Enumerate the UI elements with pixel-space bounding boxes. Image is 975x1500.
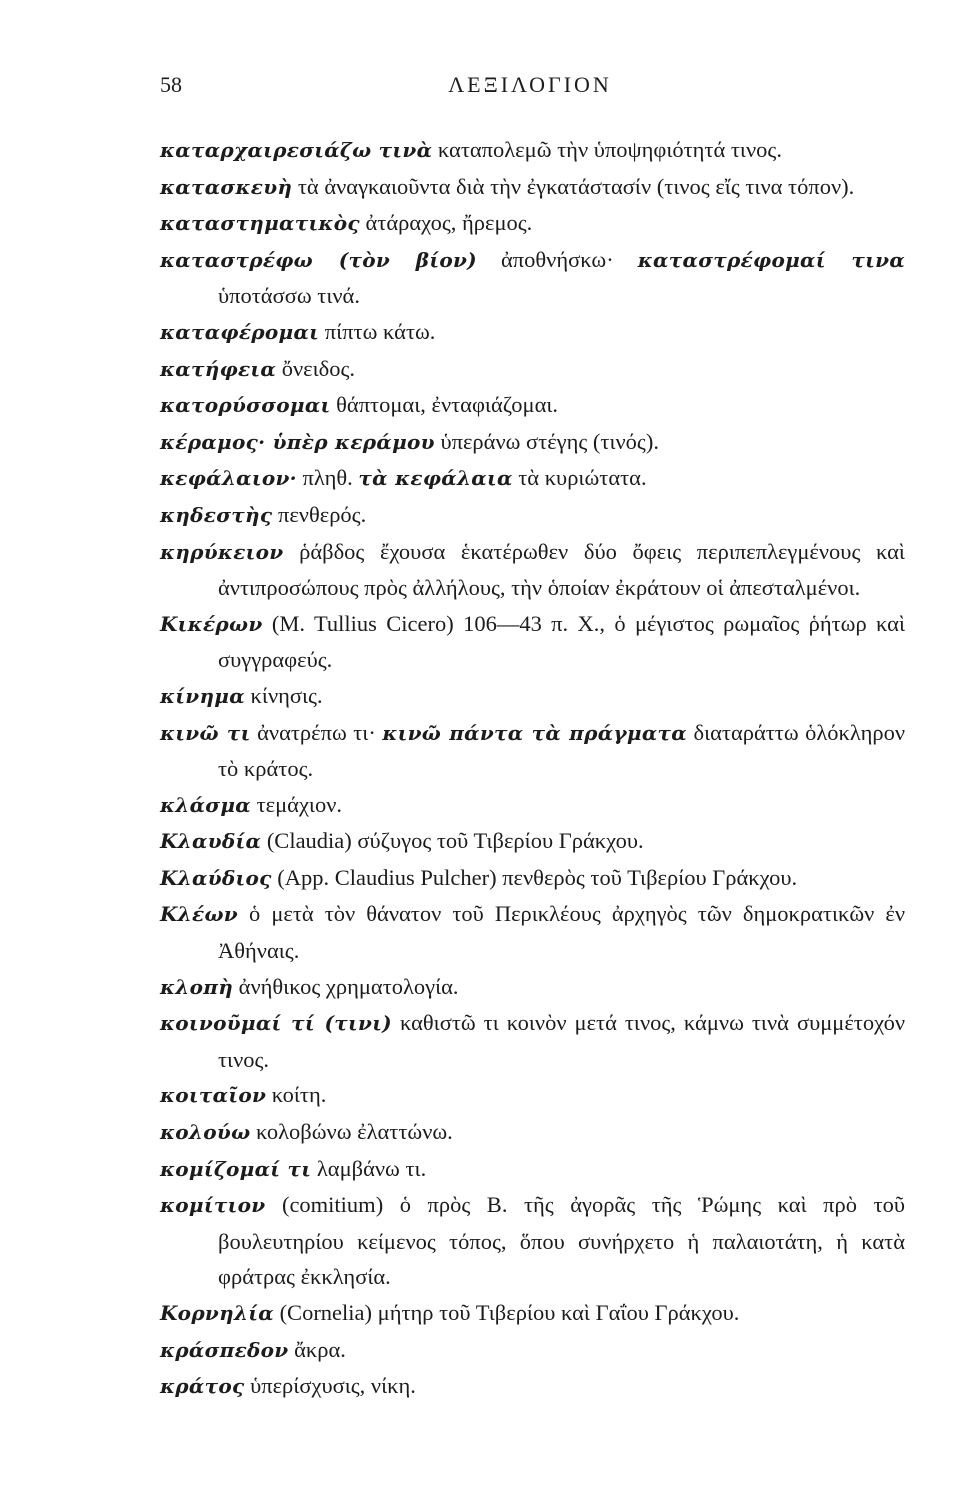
entry-definition: ῥάβδος ἔχουσα ἑκατέρωθεν δύο ὄφεις περιπεπλεγμένους καὶ ἀντιπροσώπους πρὸς ἀλλήλους, τὴν ὁποίαν ἐκράτουν οἱ ἀπεσταλμένοι. [218, 538, 905, 601]
glossary-entry [160, 1295, 905, 1332]
entry-definition: ἀτάραχος, ἤρεμος. [365, 210, 533, 236]
glossary-entry [160, 169, 905, 206]
page-number: 58 [160, 72, 182, 97]
glossary-entry [160, 787, 905, 824]
glossary-entry [160, 1077, 905, 1114]
glossary-entry [160, 606, 905, 678]
entry-definition: λαμβάνω τι. [316, 1155, 427, 1181]
entry-headword: κέραμος· ὑπὲρ κεράμου [160, 429, 435, 454]
entry-definition: πίπτω κάτω. [324, 318, 436, 344]
entry-definition: ὁ μετὰ τὸν θάνατον τοῦ Περικλέους ἀρχηγὸς τῶν δημοκρατικῶν ἐν Ἀθήναις. [218, 901, 905, 964]
entry-headword: κινῶ τι [160, 720, 251, 745]
glossary-entry [160, 1151, 905, 1188]
page-header [160, 72, 900, 108]
glossary-entry [160, 1332, 905, 1369]
entry-definition: ὑπεράνω στέγης (τινός). [440, 428, 659, 454]
entry-subdefinition: τὰ κυριώτατα. [518, 465, 647, 491]
entry-headword: καταστρέφω (τὸν βίον) [160, 247, 477, 272]
entry-headword: κλάσμα [160, 792, 251, 817]
entry-definition: ἀποθνήσκω· [501, 246, 614, 272]
entry-definition: ὑπερίσχυσις, νίκη. [250, 1373, 416, 1399]
glossary-entry [160, 534, 905, 606]
entry-headword: κομίτιον [160, 1193, 266, 1218]
entry-headword: κατήφεια [160, 356, 277, 381]
entry-headword: Κορνηλία [160, 1301, 274, 1325]
entry-headword: καταρχαιρεσιάζω τινὰ [160, 138, 433, 162]
entry-definition: (Claudia) σύζυγος τοῦ Τιβερίου Γράκχου. [266, 828, 644, 854]
entry-headword: κηδεστὴς [160, 502, 273, 527]
entry-definition: ἀνατρέπω τι· [257, 719, 376, 745]
entry-subheadword: κινῶ πάντα τὰ πράγματα [382, 720, 687, 745]
entry-headword: κατασκευὴ [160, 174, 293, 199]
entry-headword: Κλαύδιος [160, 865, 272, 890]
glossary-entry [160, 314, 905, 351]
glossary-entry [160, 460, 905, 497]
glossary-entry [160, 823, 905, 860]
entry-definition: κίνησις. [250, 682, 323, 708]
entry-definition: ἀνήθικος χρηματολογία. [238, 973, 459, 999]
entry-definition: τὰ ἀναγκαιοῦντα διὰ τὴν ἐγκατάστασίν (τινος εἴς τινα τόπον). [297, 173, 855, 199]
entry-headword: κράσπεδον [160, 1337, 289, 1362]
entry-definition: ἄκρα. [294, 1336, 346, 1362]
entry-headword: κηρύκειον [160, 539, 284, 564]
glossary-entry [160, 242, 905, 314]
glossary-entry [160, 678, 905, 715]
glossary-entry [160, 860, 905, 897]
entry-definition: τεμάχιον. [256, 791, 343, 817]
glossary-entry [160, 896, 905, 968]
glossary-entry [160, 132, 905, 169]
glossary-entry [160, 497, 905, 534]
entry-headword: κίνημα [160, 683, 245, 708]
entry-headword: καταφέρομαι [160, 319, 320, 344]
entry-subdefinition: ὑποτάσσω τινά. [218, 283, 360, 309]
entry-headword: κοινοῦμαί τί (τινι) [160, 1011, 392, 1036]
glossary-entry [160, 424, 905, 461]
glossary-entry [160, 715, 905, 787]
entry-subdefinition: διαταράττω ὁλόκληρον τὸ κράτος. [218, 719, 906, 782]
entry-headword: κλοπὴ [160, 974, 234, 999]
entry-definition: θάπτομαι, ἐνταφιάζομαι. [336, 392, 559, 418]
entry-headword: κοιταῖον [160, 1083, 267, 1108]
entry-headword: κράτος [160, 1374, 245, 1399]
entry-definition: (comitium) ὁ πρὸς Β. τῆς ἀγορᾶς τῆς Ῥώμης καὶ πρὸ τοῦ βουλευτηρίου κείμενος τόπος, ὅπου συνήρχετο ἡ παλαιοτάτη, ἡ κατὰ φράτρας ἐκκλησία. [218, 1192, 905, 1290]
glossary-entry [160, 1368, 905, 1405]
entry-headword: κατορύσσομαι [160, 393, 331, 418]
entry-headword: Κλέων [160, 902, 238, 927]
entry-headword: καταστηματικὸς [160, 211, 360, 236]
glossary-entry [160, 1114, 905, 1151]
entry-headword: κεφάλαιον· [160, 466, 297, 491]
glossary-entries [160, 132, 905, 1405]
entry-subheadword: τὰ κεφάλαια [358, 466, 513, 491]
entry-definition: (Cornelia) μήτηρ τοῦ Τιβερίου καὶ Γαΐου Γράκχου. [279, 1300, 740, 1325]
entry-headword: κολούω [160, 1120, 251, 1145]
glossary-entry [160, 387, 905, 424]
entry-definition: πληθ. [302, 465, 353, 491]
glossary-entry [160, 1005, 905, 1077]
entry-definition: (M. Tullius Cicero) 106—43 π. Χ., ὁ μέγιστος ρωμαῖος ῥήτωρ καὶ συγγραφεύς. [218, 610, 905, 673]
glossary-entry [160, 969, 905, 1006]
entry-subheadword: καταστρέφομαί τινα [637, 247, 906, 272]
entry-definition: κολοβώνω ἐλαττώνω. [256, 1119, 453, 1145]
running-title: ΛΕΞΙΛΟΓΙΟΝ [448, 72, 612, 97]
entry-definition: πενθερός. [277, 501, 367, 527]
entry-headword: Κικέρων [160, 611, 263, 636]
entry-headword: Κλαυδία [160, 829, 262, 854]
entry-headword: κομίζομαί τι [160, 1156, 312, 1181]
entry-definition: καταπολεμῶ τὴν ὑποψηφιότητά τινος. [437, 137, 782, 162]
entry-definition: κοίτη. [271, 1082, 327, 1108]
entry-definition: καθιστῶ τι κοινὸν μετά τινος, κάμνω τινὰ συμμέτοχόν τινος. [218, 1010, 905, 1072]
glossary-entry [160, 1187, 905, 1295]
glossary-entry [160, 205, 905, 242]
glossary-entry [160, 351, 905, 388]
entry-definition: ὄνειδος. [281, 355, 356, 381]
entry-definition: (App. Claudius Pulcher) πενθερὸς τοῦ Τιβερίου Γράκχου. [277, 864, 798, 890]
